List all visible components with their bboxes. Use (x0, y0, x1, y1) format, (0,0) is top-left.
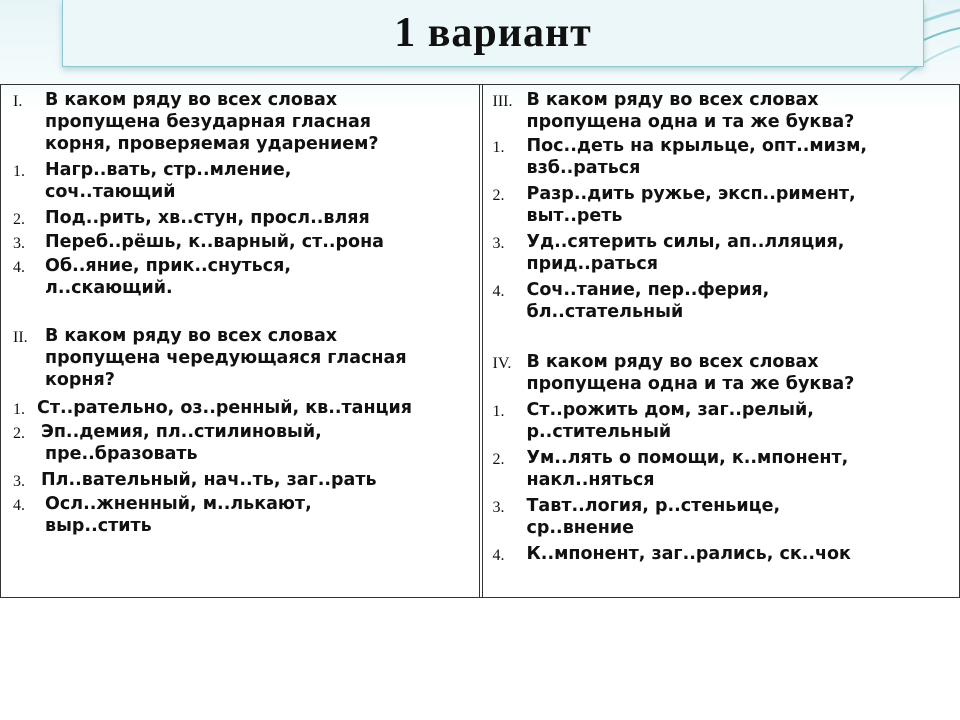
option-number: 4. (492, 283, 505, 300)
option-number: 1. (13, 401, 25, 418)
option-text: р..стительный (526, 422, 672, 442)
option-text: Тавт..логия, р..стеньице, (526, 496, 781, 516)
option-number: 3. (492, 235, 505, 252)
option-number: 3. (13, 235, 25, 252)
question-text: В каком ряду во всех словах (45, 326, 338, 346)
question-number: III. (492, 93, 513, 110)
option-text: л..скающий. (45, 278, 173, 298)
option-number: 4. (13, 259, 25, 276)
option-text: выр..стить (45, 516, 152, 536)
option-text: Ум..лять о помощи, к..мпонент, (526, 448, 849, 468)
question-number: I. (13, 93, 23, 110)
question-text: корня? (45, 370, 115, 390)
question-number: II. (13, 329, 28, 346)
option-text: прид..раться (526, 254, 658, 274)
right-column (482, 85, 960, 597)
option-number: 2. (492, 451, 505, 468)
option-number: 1. (492, 139, 505, 156)
question-text: пропущена одна и та же буква? (526, 374, 855, 394)
option-text: пре..бразовать (45, 444, 198, 464)
option-text: соч..тающий (45, 182, 176, 202)
question-text: корня, проверяемая ударением? (45, 134, 379, 154)
option-text: Об..яние, прик..снуться, (45, 256, 291, 276)
option-text: выт..реть (526, 206, 623, 226)
option-number: 4. (13, 497, 25, 514)
option-number: 2. (492, 187, 505, 204)
option-text: взб..раться (526, 158, 641, 178)
option-text: бл..стательный (526, 302, 684, 322)
question-text: пропущена чередующаяся гласная (45, 348, 407, 368)
option-text: Разр..дить ружье, эксп..римент, (526, 184, 856, 204)
option-text: Осл..жненный, м..лькают, (45, 494, 312, 514)
option-number: 3. (492, 499, 505, 516)
question-text: В каком ряду во всех словах (526, 90, 819, 110)
slide-title: 1 вариант (394, 10, 592, 56)
option-number: 1. (492, 403, 505, 420)
option-text: Ст..рожить дом, заг..релый, (526, 400, 814, 420)
option-number: 2. (13, 211, 25, 228)
option-number: 4. (492, 547, 505, 564)
option-text: Пл..вательный, нач..ть, заг..рать (41, 470, 377, 490)
option-text: Ст..рательно, оз..ренный, кв..танция (37, 398, 413, 418)
question-number: IV. (492, 355, 512, 372)
option-text: Под..рить, хв..стун, просл..вляя (45, 208, 370, 228)
option-number: 2. (13, 425, 25, 442)
option-text: Уд..сятерить силы, ап..лляция, (526, 232, 845, 252)
left-column (1, 85, 480, 597)
option-text: Переб..рёшь, к..варный, ст..рона (45, 232, 384, 252)
title-banner (62, 0, 924, 67)
option-text: накл..няться (526, 470, 655, 490)
question-text: пропущена одна и та же буква? (526, 112, 855, 132)
question-text: В каком ряду во всех словах (45, 90, 338, 110)
option-text: Нагр..вать, стр..мление, (45, 160, 292, 180)
option-number: 1. (13, 163, 25, 180)
option-text: К..мпонент, заг..рались, ск..чок (526, 544, 851, 564)
option-text: Соч..тание, пер..ферия, (526, 280, 770, 300)
option-text: Эп..демия, пл..стилиновый, (41, 422, 322, 442)
question-text: В каком ряду во всех словах (526, 352, 819, 372)
option-number: 3. (13, 473, 25, 490)
questions-table (0, 84, 960, 598)
option-text: Пос..деть на крыльце, опт..мизм, (526, 136, 868, 156)
question-text: пропущена безударная гласная (45, 112, 371, 132)
option-text: ср..внение (526, 518, 634, 538)
